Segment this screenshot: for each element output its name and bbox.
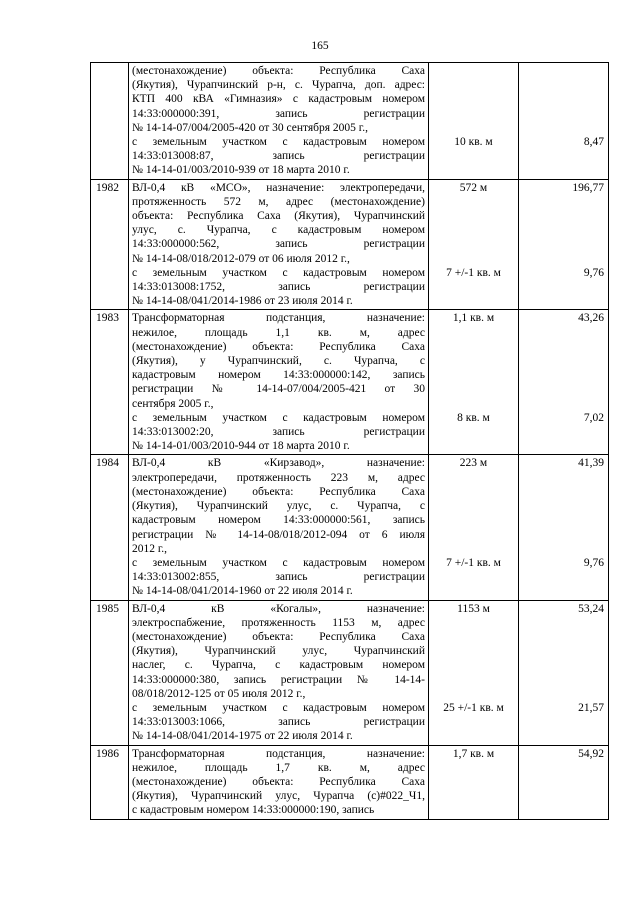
description-line: улус, с. Чурапча, с кадастровым номером	[132, 224, 425, 237]
object-description	[129, 179, 429, 310]
value-cell	[519, 455, 609, 600]
description-line: № 14-14-07/004/2005-420 от 30 сентября 2005 г.,	[132, 121, 368, 134]
description-line: 14:33:013002:855, запись регистрации	[132, 571, 425, 584]
description-line: регистрации № 14-14-08/018/2012-094 от 6 июля	[132, 528, 425, 541]
description-line: 14:33:013002:20, запись регистрации	[132, 426, 425, 439]
description-line: сентября 2005 г.,	[132, 397, 214, 410]
area-value: 1153 м	[457, 602, 490, 615]
cost-value: 43,26	[578, 312, 604, 325]
description-line: ВЛ-0,4 кВ «МСО», назначение: электропередачи,	[132, 181, 425, 194]
area-cell	[429, 63, 519, 180]
area-value: 10 кв. м	[454, 136, 493, 148]
cost-value: 41,39	[578, 457, 604, 470]
description-line: с земельным участком с кадастровым номером	[132, 556, 425, 569]
area-value: 1,1 кв. м	[452, 312, 495, 325]
value-cell	[519, 745, 609, 819]
area-value: 1,7 кв. м	[452, 747, 495, 760]
row-number: 1983	[91, 310, 129, 455]
description-line: (Якутия), Чурапчинский улус, Чурапча (с)#022_Ч1,	[132, 790, 425, 803]
description-line: нежилое, площадь 1,7 кв. м, адрес	[132, 761, 425, 774]
row-number: 1986	[91, 745, 129, 819]
description-line: кадастровым номером 14:33:000000:561, запись	[132, 514, 425, 527]
description-line: № 14-14-01/003/2010-939 от 18 марта 2010 г.	[132, 164, 350, 177]
value-cell	[519, 600, 609, 745]
description-line: 14:33:013003:1066, запись регистрации	[132, 716, 425, 729]
row-number: 1985	[91, 600, 129, 745]
description-line: (местонахождение) объекта: Республика Саха	[132, 65, 425, 77]
object-description	[129, 600, 429, 745]
table-row	[91, 745, 609, 819]
description-line: 2012 г.,	[132, 542, 168, 555]
row-number: 1984	[91, 455, 129, 600]
area-value: 8 кв. м	[457, 411, 490, 424]
object-description	[129, 455, 429, 600]
description-line: (Якутия), Чурапчинский р-н, с. Чурапча, доп. адрес:	[132, 79, 425, 92]
page-number: 165	[311, 40, 329, 52]
cost-value: 7,02	[583, 411, 604, 424]
description-line: (местонахождение) объекта: Республика Саха	[132, 630, 425, 643]
area-cell	[429, 745, 519, 819]
description-line: электропередачи, протяженность 223 м, адрес	[132, 471, 425, 484]
table-row	[91, 310, 609, 455]
row-number: 1982	[91, 179, 129, 310]
description-line: с кадастровым номером 14:33:000000:190, запись	[132, 804, 375, 817]
area-value: 7 +/-1 кв. м	[446, 266, 501, 279]
description-line: 14:33:013008:1752, запись регистрации	[132, 281, 425, 294]
description-line: КТП 400 кВА «Гимназия» с кадастровым номером	[132, 93, 425, 106]
description-line: 14:33:013008:87, запись регистрации	[132, 150, 425, 163]
description-line: электроспабжение, протяженность 1153 м, адрес	[132, 616, 425, 629]
value-cell	[519, 179, 609, 310]
area-value: 7 +/-1 кв. м	[446, 556, 501, 569]
registry-table	[90, 62, 609, 820]
area-value: 25 +/-1 кв. м	[443, 701, 504, 714]
cost-value: 196,77	[572, 181, 604, 194]
description-line: регистрации № 14-14-07/004/2005-421 от 30	[132, 383, 425, 396]
description-line: (местонахождение) объекта: Республика Саха	[132, 775, 425, 788]
area-cell	[429, 179, 519, 310]
table-row	[91, 600, 609, 745]
value-cell	[519, 63, 609, 180]
description-line: ВЛ-0,4 кВ «Когалы», назначение:	[132, 602, 425, 615]
description-line: (Якутия), Чурапчинский улус, с. Чурапча, с	[132, 500, 425, 513]
description-line: (местонахождение) объекта: Республика Саха	[132, 340, 425, 353]
value-cell	[519, 310, 609, 455]
table-row	[91, 179, 609, 310]
object-description	[129, 310, 429, 455]
description-line: Трансформаторная подстанция, назначение:	[132, 312, 425, 325]
description-line: № 14-14-08/041/2014-1986 от 23 июля 2014 г.	[132, 295, 353, 308]
description-line: 14:33:000000:380, запись регистрации № 14-14-	[132, 673, 425, 686]
area-cell	[429, 455, 519, 600]
cost-value: 9,76	[583, 266, 604, 279]
description-line: № 14-14-08/018/2012-079 от 06 июля 2012 г.,	[132, 252, 350, 265]
cost-value: 21,57	[578, 701, 604, 714]
table-row	[91, 63, 609, 180]
description-line: с земельным участком с кадастровым номером	[132, 411, 425, 424]
description-line: кадастровым номером 14:33:000000:142, запись	[132, 369, 425, 382]
description-line: с земельным участком с кадастровым номером	[132, 136, 425, 149]
description-line: (Якутия), Чурапчинский улус, Чурапчинский	[132, 645, 425, 658]
table-row	[91, 455, 609, 600]
row-number	[91, 63, 129, 180]
area-value: 223 м	[459, 457, 488, 470]
description-line: наслег, с. Чурапча, с кадастровым номером	[132, 659, 425, 672]
description-line: № 14-14-08/041/2014-1960 от 22 июля 2014 г.	[132, 585, 353, 598]
registry-body	[91, 63, 609, 820]
cost-value: 8,47	[583, 136, 604, 148]
description-line: № 14-14-08/041/2014-1975 от 22 июля 2014 г.	[132, 730, 353, 743]
description-line: объекта: Республика Саха (Якутия), Чурапчинский	[132, 210, 425, 223]
description-line: Трансформаторная подстанция, назначение:	[132, 747, 425, 760]
cost-value: 9,76	[583, 556, 604, 569]
description-line: 14:33:000000:562, запись регистрации	[132, 238, 425, 251]
description-line: с земельным участком с кадастровым номером	[132, 266, 425, 279]
description-line: протяженность 572 м, адрес (местонахождение)	[132, 195, 425, 208]
description-line: нежилое, площадь 1,1 кв. м, адрес	[132, 326, 425, 339]
description-line: 14:33:000000:391, запись регистрации	[132, 107, 425, 120]
description-line: (Якутия), у Чурапчинский, с. Чурапча, с	[132, 355, 425, 368]
object-description	[129, 745, 429, 819]
area-value: 572 м	[459, 181, 488, 194]
object-description	[129, 63, 429, 180]
description-line: (местонахождение) объекта: Республика Саха	[132, 485, 425, 498]
cost-value: 53,24	[578, 602, 604, 615]
area-cell	[429, 310, 519, 455]
description-line: № 14-14-01/003/2010-944 от 18 марта 2010 г.	[132, 440, 350, 453]
cost-value: 54,92	[578, 747, 604, 760]
description-line: 08/018/2012-125 от 05 июля 2012 г.,	[132, 687, 306, 700]
description-line: ВЛ-0,4 кВ «Кирзавод», назначение:	[132, 457, 425, 470]
area-cell	[429, 600, 519, 745]
description-line: с земельным участком с кадастровым номером	[132, 701, 425, 714]
